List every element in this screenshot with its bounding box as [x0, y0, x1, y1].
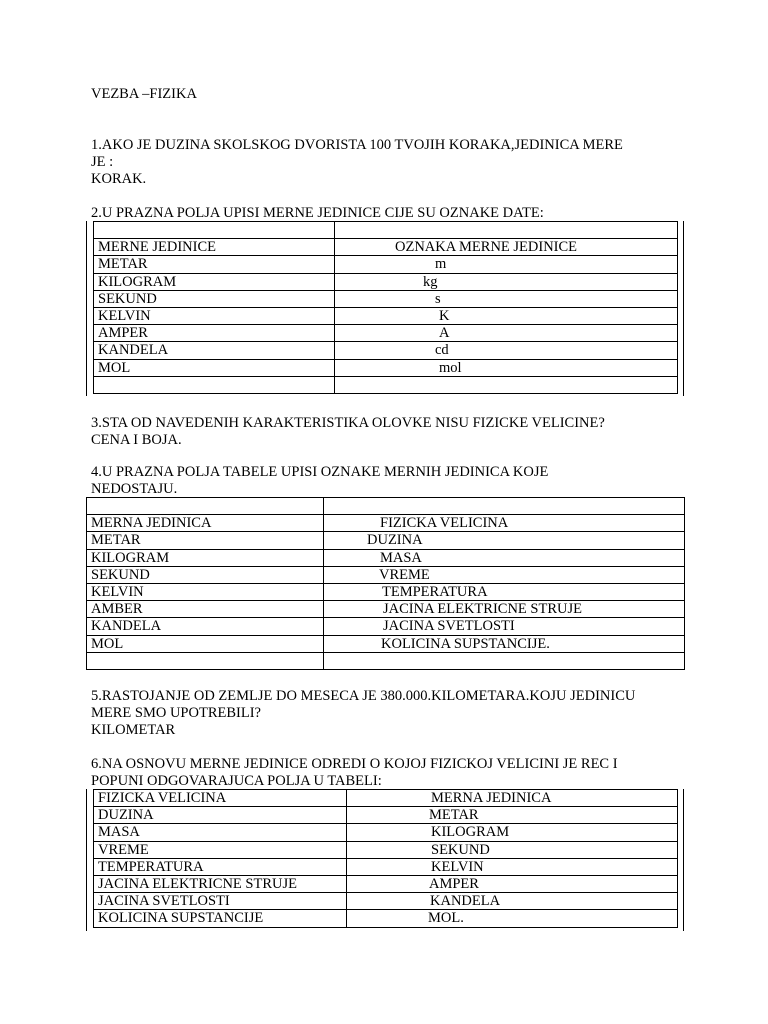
q4-text-line1: 4.U PRAZNA POLJA TABELE UPISI OZNAKE MERNIH JEDINICA KOJE: [91, 464, 549, 480]
q2-blank-row: [94, 222, 678, 239]
q4-row: [87, 549, 685, 566]
table-cell: JACINA SVETLOSTI: [324, 618, 685, 635]
table-cell: KILOGRAM: [347, 824, 678, 841]
column-header: FIZICKA VELICINA: [94, 790, 347, 807]
q1-text-line1: 1.AKO JE DUZINA SKOLSKOG DVORISTA 100 TVOJIH KORAKA,JEDINICA MERE: [91, 137, 623, 153]
q6-table-right-rule: [683, 789, 684, 931]
blank-cell: [87, 652, 324, 669]
table-cell: MOL: [87, 635, 324, 652]
q4-row: [87, 532, 685, 549]
q2-table-frame: [86, 221, 684, 396]
q5-text-line1: 5.RASTOJANJE OD ZEMLJE DO MESECA JE 380.000.KILOMETARA.KOJU JEDINICU: [91, 688, 636, 704]
table-cell: KELVIN: [94, 307, 335, 324]
table-cell: kg: [335, 273, 678, 290]
q6-row: [94, 824, 678, 841]
table-cell: JACINA SVETLOSTI: [94, 893, 347, 910]
q1-answer: KORAK.: [91, 171, 147, 187]
blank-cell: [335, 376, 678, 393]
q4-blank-row: [87, 652, 685, 669]
q4-row: [87, 618, 685, 635]
q4-row: [87, 583, 685, 600]
table-cell: AMPER: [94, 325, 335, 342]
table-cell: SEKUND: [94, 290, 335, 307]
q6-row: [94, 893, 678, 910]
table-cell: VREME: [94, 841, 347, 858]
blank-cell: [335, 222, 678, 239]
blank-cell: [94, 222, 335, 239]
table-cell: K: [335, 307, 678, 324]
q2-header-row: [94, 239, 678, 256]
table-cell: DUZINA: [324, 532, 685, 549]
table-cell: KANDELA: [94, 342, 335, 359]
q6-table-frame: [86, 789, 684, 931]
table-cell: MOL: [94, 359, 335, 376]
q4-row: [87, 635, 685, 652]
table-cell: KANDELA: [347, 893, 678, 910]
q6-row: [94, 875, 678, 892]
table-cell: KELVIN: [347, 858, 678, 875]
q1-text-line2: JE :: [91, 154, 114, 170]
table-cell: KILOGRAM: [87, 549, 324, 566]
table-cell: TEMPERATURA: [324, 583, 685, 600]
q6-row: [94, 841, 678, 858]
q4-blank-row: [87, 498, 685, 515]
table-cell: cd: [335, 342, 678, 359]
q6-header-row: [94, 790, 678, 807]
q6-row: [94, 910, 678, 927]
column-header: FIZICKA VELICINA: [324, 515, 685, 532]
document-title: VEZBA –FIZIKA: [91, 86, 197, 102]
table-cell: KANDELA: [87, 618, 324, 635]
q5-answer: KILOMETAR: [91, 722, 176, 738]
q4-row: [87, 601, 685, 618]
table-cell: KILOGRAM: [94, 273, 335, 290]
q5-text-line2: MERE SMO UPOTREBILI?: [91, 705, 261, 721]
q3-answer: CENA I BOJA.: [91, 432, 182, 448]
q4-text-line2: NEDOSTAJU.: [91, 481, 178, 497]
q6-text-line2: POPUNI ODGOVARAJUCA POLJA U TABELI:: [91, 773, 382, 789]
table-cell: TEMPERATURA: [94, 858, 347, 875]
blank-cell: [324, 498, 685, 515]
q6-text-line1: 6.NA OSNOVU MERNE JEDINICE ODREDI O KOJOJ FIZICKOJ VELICINI JE REC I: [91, 756, 618, 772]
table-cell: METAR: [347, 807, 678, 824]
table-cell: AMPER: [347, 875, 678, 892]
q2-blank-row: [94, 376, 678, 393]
table-cell: mol: [335, 359, 678, 376]
q2-table-left-rule: [86, 221, 87, 396]
blank-cell: [94, 376, 335, 393]
table-cell: SEKUND: [347, 841, 678, 858]
q6-row: [94, 858, 678, 875]
q2-row: [94, 290, 678, 307]
q2-row: [94, 359, 678, 376]
q4-header-row: [87, 515, 685, 532]
q6-table-left-rule: [86, 789, 87, 931]
table-cell: JACINA ELEKTRICNE STRUJE: [94, 875, 347, 892]
column-header: MERNA JEDINICA: [87, 515, 324, 532]
q2-row: [94, 273, 678, 290]
table-cell: MOL.: [347, 910, 678, 927]
table-cell: KOLICINA SUPSTANCIJE.: [324, 635, 685, 652]
q4-table: [86, 497, 685, 670]
table-cell: VREME: [324, 566, 685, 583]
table-cell: KOLICINA SUPSTANCIJE: [94, 910, 347, 927]
table-cell: KELVIN: [87, 583, 324, 600]
q2-table-right-rule: [683, 221, 684, 396]
table-cell: A: [335, 325, 678, 342]
table-cell: JACINA ELEKTRICNE STRUJE: [324, 601, 685, 618]
table-cell: AMBER: [87, 601, 324, 618]
q3-text: 3.STA OD NAVEDENIH KARAKTERISTIKA OLOVKE NISU FIZICKE VELICINE?: [91, 415, 605, 431]
q2-text: 2.U PRAZNA POLJA UPISI MERNE JEDINICE CIJE SU OZNAKE DATE:: [91, 205, 544, 221]
table-cell: MASA: [94, 824, 347, 841]
q2-row: [94, 256, 678, 273]
q2-table: [93, 221, 678, 394]
table-cell: s: [335, 290, 678, 307]
q4-row: [87, 566, 685, 583]
table-cell: METAR: [87, 532, 324, 549]
q2-row: [94, 325, 678, 342]
column-header: MERNA JEDINICA: [347, 790, 678, 807]
q6-row: [94, 807, 678, 824]
column-header: OZNAKA MERNE JEDINICE: [335, 239, 678, 256]
q6-table: [93, 789, 678, 928]
table-cell: METAR: [94, 256, 335, 273]
table-cell: DUZINA: [94, 807, 347, 824]
blank-cell: [87, 498, 324, 515]
table-cell: MASA: [324, 549, 685, 566]
q2-row: [94, 342, 678, 359]
column-header: MERNE JEDINICE: [94, 239, 335, 256]
blank-cell: [324, 652, 685, 669]
table-cell: m: [335, 256, 678, 273]
table-cell: SEKUND: [87, 566, 324, 583]
q2-row: [94, 307, 678, 324]
